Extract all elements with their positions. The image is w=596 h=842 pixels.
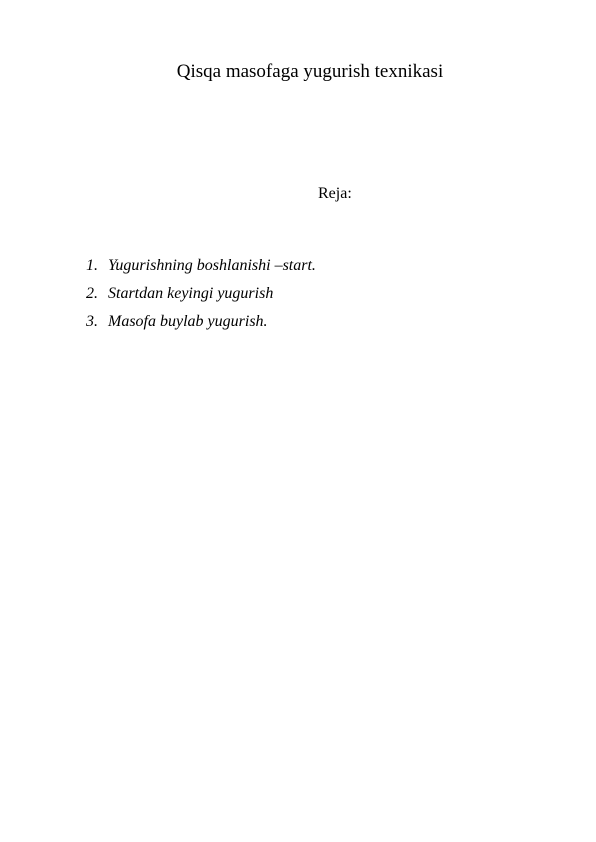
plan-heading: Reja:	[318, 185, 352, 202]
plan-item-2	[86, 284, 316, 312]
plan-item-number: 3.	[86, 313, 98, 330]
plan-item-text: Masofa buylab yugurish.	[108, 313, 268, 330]
plan-item-number: 1.	[86, 257, 98, 274]
plan-item-number: 2.	[86, 285, 98, 302]
plan-item-3	[86, 312, 316, 340]
plan-item-text: Startdan keyingi yugurish	[108, 285, 274, 302]
plan-item-text: Yugurishning boshlanishi –start.	[108, 257, 316, 274]
document-title: Qisqa masofaga yugurish texnikasi	[176, 61, 444, 82]
plan-list	[86, 256, 316, 340]
plan-item-1	[86, 256, 316, 284]
